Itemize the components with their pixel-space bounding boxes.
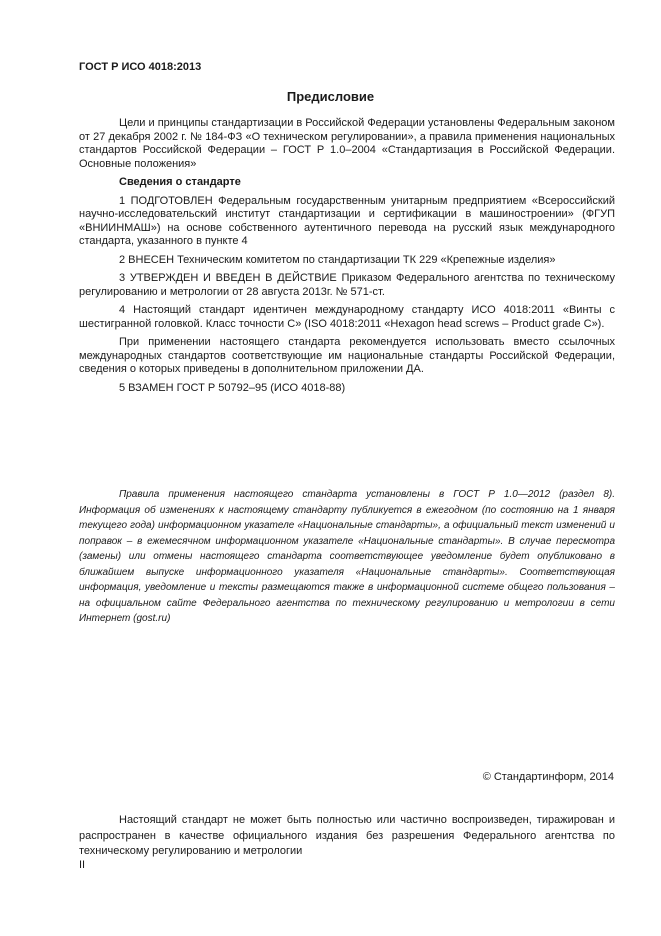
document-code: ГОСТ Р ИСО 4018:2013	[79, 61, 202, 73]
preface-body	[79, 117, 615, 400]
paragraph-3: 3 УТВЕРЖДЕН И ВВЕДЕН В ДЕЙСТВИЕ Приказом Федерального агентства по техническому регулированию и метрологии от 28 августа 2013г. № 571-ст.	[79, 272, 615, 298]
copyright: © Стандартинформ, 2014	[482, 771, 614, 783]
intro-paragraph: Цели и принципы стандартизации в Российской Федерации установлены Федеральным законом от 27 декабря 2002 г. № 184-ФЗ «О техническом регулировании», а правила применения национальных стандартов Российской Федерации – ГОСТ Р 1.0–2004 «Стандартизация в Российской Федерации. Основные положения»	[79, 117, 615, 170]
paragraph-4: 4 Настоящий стандарт идентичен международному стандарту ИСО 4018:2011 «Винты с шестигранной головкой. Класс точности С» (ISO 4018:2011 «Hexagon head screws – Product grade C»).	[79, 304, 615, 330]
paragraph-1: 1 ПОДГОТОВЛЕН Федеральным государственным унитарным предприятием «Всероссийский научно-исследовательский институт стандартизации и сертификации в машиностроении» (ФГУП «ВНИИНМАШ») на основе собственного аутентичного перевода на русский язык международного стандарта, указанного в пункте 4	[79, 194, 615, 247]
paragraph-5: 5 ВЗАМЕН ГОСТ Р 50792–95 (ИСО 4018-88)	[119, 381, 346, 394]
page-title: Предисловие	[286, 89, 375, 104]
paragraph-2: 2 ВНЕСЕН Техническим комитетом по стандартизации ТК 229 «Крепежные изделия»	[119, 253, 556, 266]
notice-text: Правила применения настоящего стандарта установлены в ГОСТ Р 1.0—2012 (раздел 8). Информация об изменениях к настоящему стандарту публикуется в ежегодном (по состоянию на 1 января текущего года) информационном указателе «Национальные стандарты», а официальный текст изменений и поправок – в ежемесячном информационном указателе «Национальные стандарты». В случае пересмотра (замены) или отмены настоящего стандарта соответствующее уведомление будет опубликовано в ближайшем выпуске информационного указателя «Национальные стандарты». Соответствующая информация, уведомление и тексты размещаются также в информационной системе общего пользования – на официальном сайте Федерального агентства по техническому регулированию и метрологии в сети Интернет (gost.ru)	[79, 489, 615, 624]
page-number: II	[79, 859, 86, 871]
paragraph-4b: При применении настоящего стандарта рекомендуется использовать вместо ссылочных международных стандартов соответствующие им национальные стандарты Российской Федерации, сведения о которых приведены в дополнительном приложении ДА.	[79, 336, 615, 375]
footer-notice: Настоящий стандарт не может быть полностью или частично воспроизведен, тиражирован и распространен в качестве официального издания без разрешения Федерального агентства по техническому регулированию и метрологии	[79, 814, 615, 857]
section-heading: Сведения о стандарте	[119, 176, 241, 188]
notice-block	[79, 487, 615, 627]
